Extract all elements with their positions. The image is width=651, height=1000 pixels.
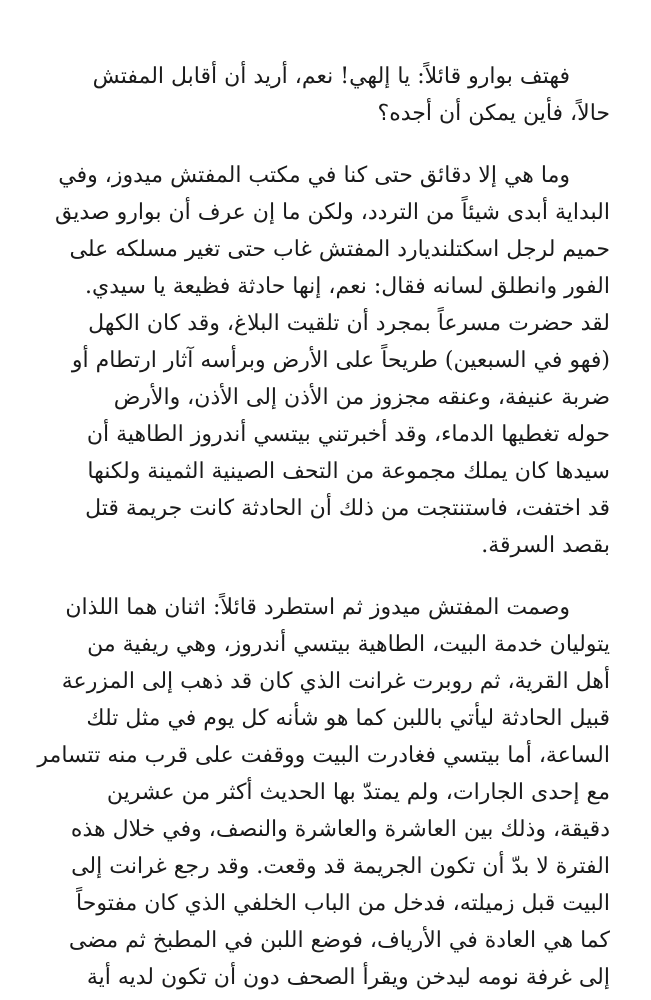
text-line: حميم لرجل اسكتلنديارد المفتش غاب حتى تغير مسلكه على — [69, 237, 610, 262]
text-line: إلى غرفة نومه ليدخن ويقرأ الصحف دون أن تكون لديه أية — [86, 965, 610, 990]
text-line: مع إحدى الجارات، ولم يمتدّ بها الحديث أكثر من عشرين — [106, 780, 610, 805]
text-line: الساعة، أما بيتسي فغادرت البيت ووقفت على قرب منه تتسامر — [37, 743, 610, 768]
text-line: البداية أبدى شيئاً من التردد، ولكن ما إن عرف أن بوارو صديق — [54, 200, 610, 225]
text-line: لقد حضرت مسرعاً بمجرد أن تلقيت البلاغ، وقد كان الكهل — [88, 311, 610, 336]
text-line: الفترة لا بدّ أن تكون الجريمة قد وقعت. وقد رجع غرانت إلى — [71, 854, 610, 879]
text-line: بقصد السرقة. — [481, 533, 610, 558]
text-line: ضربة عنيفة، وعنقه مجزوز من الأذن إلى الأذن، والأرض — [113, 385, 610, 410]
text-line: قد اختفت، فاستنتجت من ذلك أن الحادثة كانت جريمة قتل — [85, 496, 610, 521]
text-line: سيدها كان يملك مجموعة من التحف الصينية الثمينة ولكنها — [87, 459, 610, 484]
text-line: حالاً، فأين يمكن أن أجده؟ — [377, 101, 610, 126]
text-line: أهل القرية، ثم روبرت غرانت الذي كان قد ذهب إلى المزرعة — [61, 669, 610, 694]
paragraph — [54, 157, 610, 564]
text-line: (فهو في السبعين) طريحاً على الأرض وبرأسه آثار ارتطام أو — [71, 348, 610, 373]
text-line: الفور وانطلق لسانه فقال: نعم، إنها حادثة فظيعة يا سيدي. — [85, 274, 610, 299]
text-line: وصمت المفتش ميدوز ثم استطرد قائلاً: اثنان هما اللذان — [65, 595, 570, 620]
text-line: قبيل الحادثة ليأتي باللبن كما هو شأنه كل يوم في مثل تلك — [86, 706, 610, 731]
text-line: يتوليان خدمة البيت، الطاهية بيتسي أندروز، وهي ريفية من — [87, 632, 610, 657]
paragraph-spacer — [58, 564, 610, 589]
text-line: فهتف بوارو قائلاً: يا إلهي! نعم، أريد أن أقابل المفتش — [92, 64, 570, 89]
paragraph-spacer — [58, 132, 610, 157]
paragraph — [58, 58, 610, 132]
text-line: دقيقة، وذلك بين العاشرة والعاشرة والنصف، وفي خلال هذه — [70, 817, 610, 842]
text-line: حوله تغطيها الدماء، وقد أخبرتني بيتسي أندروز الطاهية أن — [86, 422, 610, 447]
text-line: وما هي إلا دقائق حتى كنا في مكتب المفتش ميدوز، وفي — [58, 163, 570, 188]
text-line: كما هي العادة في الأرياف، فوضع اللبن في المطبخ ثم مضى — [68, 928, 610, 953]
paragraph — [37, 589, 610, 996]
text-line: البيت قبل زميلته، فدخل من الباب الخلفي الذي كان مفتوحاً — [76, 891, 610, 916]
book-page — [37, 58, 610, 996]
